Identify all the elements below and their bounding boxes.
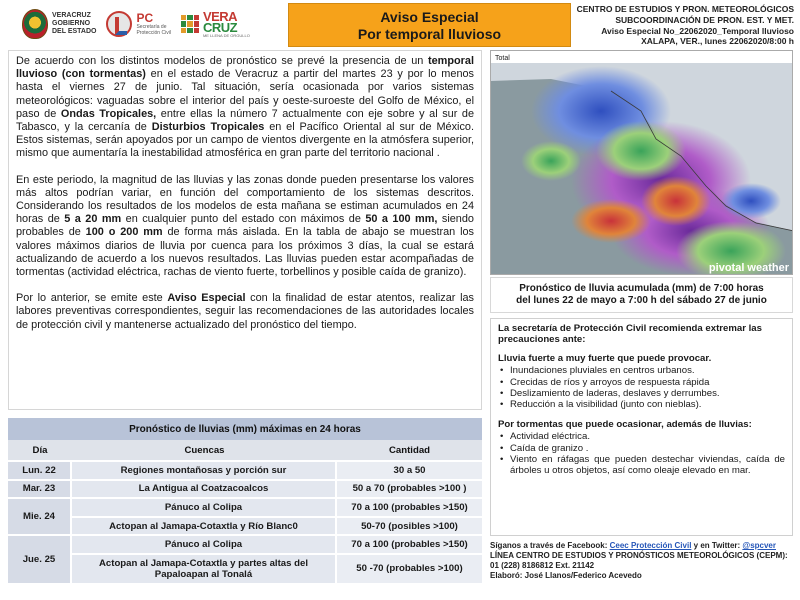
list-item: • Reducción a la visibilidad (junto con nieblas). — [498, 399, 785, 410]
list-item: • Caída de granizo . — [498, 443, 785, 454]
veracruz-brand-logo: VERA CRUZ ME LLENA DE ORGULLO — [181, 11, 250, 38]
table-title: Pronóstico de lluvias (mm) máximas en 24 horas — [8, 418, 482, 440]
accumulated-rain-map — [490, 50, 793, 275]
civil-protection-logo: PC Secretaría de Protección Civil — [106, 11, 170, 37]
state-seal-icon — [22, 9, 48, 39]
heavy-rain-list — [498, 365, 785, 411]
column-header-day: Día — [8, 440, 72, 460]
notice-title-box — [288, 3, 571, 47]
heavy-rain-title: Lluvia fuerte a muy fuerte que puede provocar. — [498, 352, 712, 364]
table-row: Jue. 25 Pánuco al Colipa 70 a 100 (probables >150) — [8, 534, 482, 553]
storms-list — [498, 431, 785, 477]
logos-bar — [22, 6, 284, 42]
column-header-basins: Cuencas — [72, 440, 337, 460]
table-row: Actopan al Jamapa-Cotaxtla y Río Blanc0 50-70 (posibles >100) — [8, 516, 482, 535]
brand-mosaic-icon — [181, 15, 199, 33]
table-row: Mar. 23 La Antigua al Coatzacoalcos 50 a 70 (probables >100 ) — [8, 479, 482, 498]
civil-protection-icon — [106, 11, 132, 37]
rain-forecast-table — [8, 418, 482, 583]
table-row: Mie. 24 Pánuco al Colipa 70 a 100 (probables >150) — [8, 497, 482, 516]
paragraph-magnitude: En este periodo, la magnitud de las lluvias y las zonas donde pueden presentarse los valores más altos podrían variar, en función del comportamiento de los sistemas descritos. Considerando los resultados de los modelos de esta mañana se estiman acumulados en 24 horas de 5 a 20 mm en cualquier punto del estado con máximos de 50 a 100 mm, siendo probables de 100 o 200 mm de forma más aislada. En la tabla de abajo se muestran los valores máximos diarios de lluvia por cuenca para los próximos 3 días, la cual se estará actualizando de acuerdo a los nuevos resultados. Las lluvias pueden estar acompañadas de tormentas (actividad eléctrica, rachas de viento fuerte, torbellinos y posible caída de granizo). — [16, 173, 474, 279]
paragraph-conclusion: Por lo anterior, se emite este Aviso Especial con la finalidad de estar atentos, realizar las labores preventivas correspondientes, seguir las recomendaciones de las autoridades locales de protección civil y mantenerse actualizado del pronóstico del tiempo. — [16, 292, 474, 331]
map-label: Total — [495, 55, 510, 62]
precautions-heading: La secretaría de Protección Civil recomienda extremar las precauciones ante: — [498, 323, 762, 346]
notice-title: Aviso Especial — [380, 9, 479, 25]
header — [0, 0, 800, 48]
notice-body — [8, 50, 482, 410]
paragraph-situation: De acuerdo con los distintos modelos de pronóstico se prevé la presencia de un temporal lluvioso (con tormentas) en el estado de Veracruz a partir del martes 23 y por lo menos hasta el viernes 27 de junio. Tal situación, sería ocasionada por varios sistemas meteorológicos: vaguadas sobre el interior del país y oeste-suroeste del Golfo de México, el paso de Ondas Tropicales, entre ellas la número 7 actualmente con eje sobre y al sur de Tabasco, y la cercanía de Disturbios Tropicales en el Pacífico Oriental al sur de México. Estos sistemas, serán apoyados por un campo de vientos divergente en la atmósfera superior, mismo que aumentaría la inestabilidad atmosférica en gran parte del territorio nacional . — [16, 55, 474, 160]
precautions-panel — [490, 318, 793, 536]
list-item: • Actividad eléctrica. — [498, 431, 785, 442]
column-header-amount: Cantidad — [337, 440, 482, 460]
veracruz-government-logo: VERACRUZ GOBIERNO DEL ESTADO — [22, 9, 96, 39]
contact-footer: Síganos a través de Facebook: Ceec Protección Civil y en Twitter: @spcver LÍNEA CENTRO DE ESTUDIOS Y PRONÓSTICOS METEOROLÓGICOS (CEPM): 01 (228) 8186812 Ext. 21142 Elaboró: José Llanos/Federico Acevedo — [490, 541, 788, 580]
rain-map-graphic — [491, 51, 793, 275]
map-watermark: pivotal weather — [708, 262, 789, 274]
facebook-link[interactable]: Ceec Protección Civil — [609, 541, 692, 550]
issuing-center-info: CENTRO DE ESTUDIOS Y PRON. METEOROLÓGICOS SUBCOORDINACIÓN DE PRON. EST. Y MET. Aviso Especial No_22062020_Temporal lluvioso XALAPA, VER., lunes 22062020/8:00 h — [576, 4, 794, 47]
twitter-link[interactable]: @spcver — [742, 541, 776, 550]
list-item: • Inundaciones pluviales en centros urbanos. — [498, 365, 785, 376]
storms-title: Por tormentas que puede ocasionar, además de lluvias: — [498, 418, 752, 430]
list-item: • Crecidas de ríos y arroyos de respuesta rápida — [498, 377, 785, 388]
list-item: • Viento en ráfagas que pueden destechar viviendas, caída de árboles u otros objetos, así como oleaje elevado en mar. — [498, 454, 785, 477]
list-item: • Deslizamiento de laderas, deslaves y derrumbes. — [498, 388, 785, 399]
table-row: Actopan al Jamapa-Cotaxtla y partes altas del Papaloapan al Tonalá 50 -70 (probables >100) — [8, 553, 482, 583]
table-row: Lun. 22 Regiones montañosas y porción sur 30 a 50 — [8, 460, 482, 479]
notice-subtitle: Por temporal lluvioso — [357, 26, 502, 42]
map-caption: Pronóstico de lluvia acumulada (mm) de 7:00 horas del lunes 22 de mayo a 7:00 h del sábado 27 de junio — [490, 277, 793, 313]
